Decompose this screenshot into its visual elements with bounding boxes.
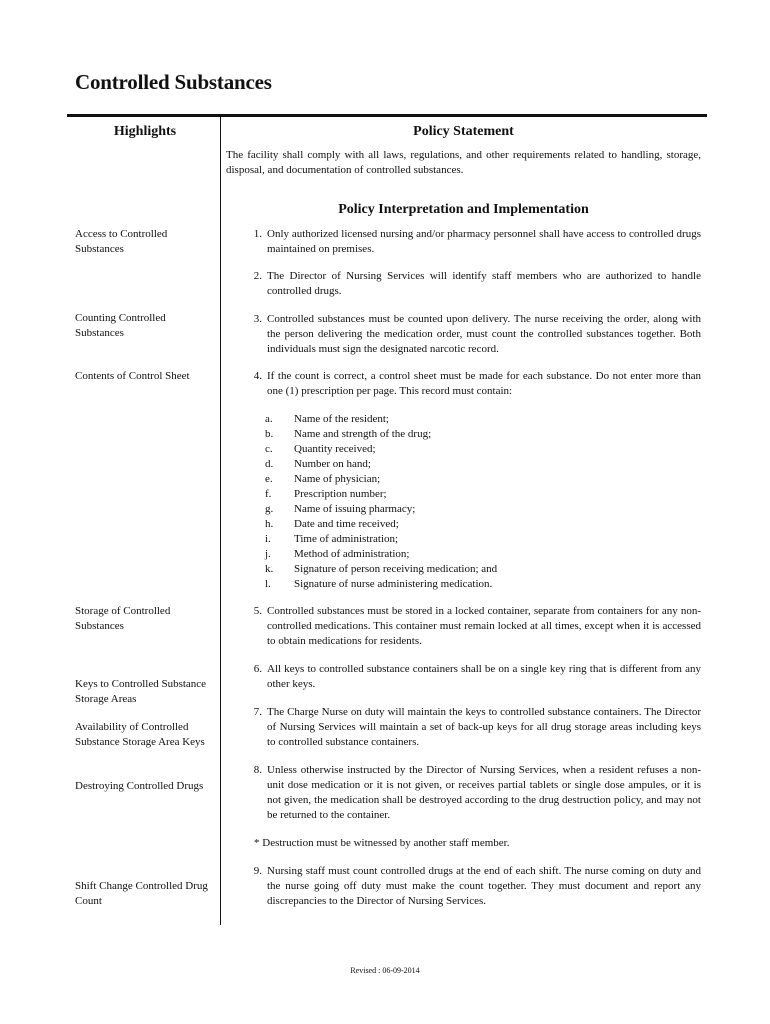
list-item xyxy=(265,517,595,532)
list-item xyxy=(265,562,595,577)
item-text: Quantity received; xyxy=(294,443,376,455)
item-text: Signature of nurse administering medication. xyxy=(294,578,493,590)
item-letter: a. xyxy=(265,413,273,425)
item-text: Time of administration; xyxy=(294,533,399,545)
highlights-heading: Highlights xyxy=(113,124,177,139)
item-text: Nursing staff must count controlled drugs at the end of each shift. The nurse coming on duty and the nurse going off duty must make the count together. They must document and report any discrepancies to the Director of Nursing Services. xyxy=(267,865,701,907)
item-letter: j. xyxy=(265,548,271,560)
list-item xyxy=(265,427,595,442)
item-text: Controlled substances must be counted upon delivery. The nurse receiving the order, along with the person delivering the medication order, must count the controlled substances together. Both individuals must sign the designated narcotic record. xyxy=(267,313,701,355)
item-text: The Charge Nurse on duty will maintain the keys to controlled substance containers. The Director of Nursing Services will maintain a set of back-up keys for all drug storage areas including keys to controlled substance containers. xyxy=(267,706,701,748)
item-text: If the count is correct, a control sheet must be made for each substance. Do not enter more than one (1) prescription per page. This record must contain: xyxy=(267,370,701,397)
item-number: 2. xyxy=(253,270,262,282)
highlight-storage: Storage of Controlled Substances xyxy=(75,605,171,632)
item-text: Date and time received; xyxy=(294,518,399,530)
list-item xyxy=(265,472,595,487)
destruction-note: * Destruction must be witnessed by another staff member. xyxy=(254,837,510,849)
item-text: Name of physician; xyxy=(294,473,381,485)
item-text: Method of administration; xyxy=(294,548,410,560)
item-text: Controlled substances must be stored in a locked container, separate from containers for any non-controlled medications. This container must remain locked at all times, except when it is accessed to obtain medications for residents. xyxy=(267,605,701,647)
item-number: 8. xyxy=(253,764,262,776)
highlight-access: Access to Controlled Substances xyxy=(75,228,168,255)
item-letter: k. xyxy=(265,563,274,575)
item-text: Prescription number; xyxy=(294,488,387,500)
item-text: All keys to controlled substance containers shall be on a single key ring that is different from any other keys. xyxy=(267,663,701,690)
highlight-shift-count: Shift Change Controlled Drug Count xyxy=(75,880,208,907)
list-item xyxy=(265,577,595,592)
list-item xyxy=(240,705,701,750)
list-item xyxy=(240,312,701,357)
highlight-keys: Keys to Controlled Substance Storage Areas xyxy=(75,678,207,705)
highlight-control-sheet: Contents of Control Sheet xyxy=(75,370,190,382)
item-number: 4. xyxy=(253,370,262,382)
list-item xyxy=(240,662,701,692)
list-item xyxy=(240,604,701,649)
item-letter: b. xyxy=(265,428,274,440)
list-item xyxy=(240,227,701,257)
revision-footer: Revised : 06-09-2014 xyxy=(350,966,420,975)
item-number: 3. xyxy=(253,313,262,325)
item-text: Unless otherwise instructed by the Director of Nursing Services, when a resident refuses a non-unit dose medication or it is not given, or receives partial tablets or single dose ampules, or it is not given, the medication shall be destroyed according to the drug destruction policy, and may not be returned to the container. xyxy=(267,764,701,821)
item-letter: l. xyxy=(265,578,271,590)
header-rule xyxy=(67,114,707,117)
item-text: Signature of person receiving medication; and xyxy=(294,563,498,575)
item-text: The Director of Nursing Services will identify staff members who are authorized to handle controlled drugs. xyxy=(267,270,701,297)
list-item xyxy=(265,412,595,427)
item-letter: g. xyxy=(265,503,274,515)
interpretation-heading: Policy Interpretation and Implementation xyxy=(338,202,589,217)
list-item xyxy=(240,864,701,909)
item-letter: f. xyxy=(265,488,272,500)
column-divider xyxy=(220,117,221,925)
item-number: 1. xyxy=(253,228,262,240)
list-item xyxy=(240,763,701,823)
list-item xyxy=(240,269,701,299)
highlight-destroying: Destroying Controlled Drugs xyxy=(75,780,204,792)
list-item xyxy=(240,369,701,399)
item-text: Only authorized licensed nursing and/or pharmacy personnel shall have access to controlled drugs maintained on premises. xyxy=(267,228,701,255)
policy-statement-text: The facility shall comply with all laws, regulations, and other requirements related to handling, storage, disposal, and documentation of controlled substances. xyxy=(226,149,701,176)
item-number: 5. xyxy=(253,605,262,617)
list-item xyxy=(265,502,595,517)
list-item xyxy=(265,457,595,472)
control-sheet-contents xyxy=(265,412,595,592)
item-number: 7. xyxy=(253,706,262,718)
item-letter: h. xyxy=(265,518,274,530)
item-letter: d. xyxy=(265,458,274,470)
item-number: 6. xyxy=(253,663,262,675)
item-text: Name of the resident; xyxy=(294,413,389,425)
list-item xyxy=(265,547,595,562)
item-number: 9. xyxy=(253,865,262,877)
list-item xyxy=(265,532,595,547)
item-letter: c. xyxy=(265,443,273,455)
policy-statement-heading: Policy Statement xyxy=(413,124,514,139)
list-item xyxy=(265,442,595,457)
highlight-key-availability: Availability of Controlled Substance Storage Area Keys xyxy=(75,721,205,748)
item-letter: i. xyxy=(265,533,271,545)
item-text: Name and strength of the drug; xyxy=(294,428,432,440)
list-item xyxy=(265,487,595,502)
item-letter: e. xyxy=(265,473,273,485)
item-text: Name of issuing pharmacy; xyxy=(294,503,416,515)
highlight-counting: Counting Controlled Substances xyxy=(75,312,166,339)
item-text: Number on hand; xyxy=(294,458,371,470)
page-title: Controlled Substances xyxy=(75,70,272,94)
